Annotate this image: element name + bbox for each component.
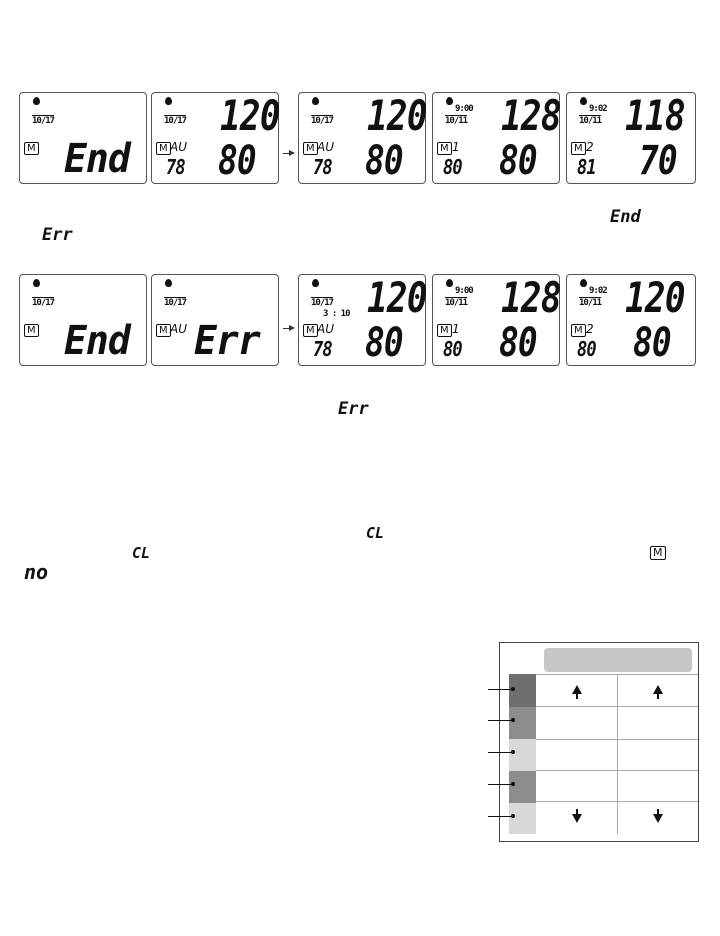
lcd-panel	[298, 92, 426, 184]
end-symbol: End	[610, 207, 641, 227]
lcd-panel	[151, 92, 279, 184]
pulse-readout: 80	[443, 155, 462, 179]
drop-icon	[165, 279, 172, 287]
no-symbol: no	[24, 560, 49, 584]
grade-band	[509, 771, 536, 804]
memory-icon: M	[650, 546, 666, 560]
diastolic-readout: 80	[633, 320, 671, 366]
drop-icon	[312, 97, 319, 105]
systolic-readout: 128	[501, 91, 561, 140]
drop-icon	[33, 279, 40, 287]
end-word: End	[64, 318, 130, 364]
memory-icon: M	[437, 142, 452, 155]
leader-dot	[511, 814, 515, 818]
cl-symbol: CL	[366, 524, 385, 542]
lcd-panel	[566, 92, 696, 184]
memory-label: AU	[170, 140, 187, 154]
table-divider	[617, 674, 618, 834]
arrow-down-icon	[653, 814, 663, 823]
arrow-up-icon	[572, 685, 582, 694]
systolic-readout: 120	[625, 273, 685, 322]
date-readout: 10/11	[445, 298, 468, 308]
memory-icon: M	[303, 142, 318, 155]
memory-icon: M	[571, 324, 586, 337]
leader-dot	[511, 782, 515, 786]
time-readout: 3 : 10	[323, 309, 350, 319]
lcd-panel	[298, 274, 426, 366]
err-symbol: Err	[42, 225, 73, 245]
date-readout: 10/17	[164, 298, 187, 308]
time-readout: 9:02	[589, 286, 607, 296]
memory-label: 2	[586, 322, 594, 336]
err-word: Err	[194, 318, 260, 364]
arrow-up-icon	[657, 694, 659, 699]
lcd-panel	[151, 274, 279, 366]
memory-label: AU	[170, 322, 187, 336]
date-readout: 10/11	[579, 298, 602, 308]
pulse-readout: 78	[313, 337, 332, 361]
grade-band	[509, 803, 536, 834]
pulse-readout: 80	[443, 337, 462, 361]
arrow-up-icon	[653, 685, 663, 694]
grade-band	[509, 707, 536, 740]
memory-icon: M	[156, 142, 171, 155]
drop-icon	[446, 279, 453, 287]
pulse-readout: 81	[577, 155, 596, 179]
grade-band	[509, 739, 536, 772]
date-readout: 10/17	[311, 116, 334, 126]
memory-icon: M	[24, 324, 39, 337]
pulse-readout: 78	[166, 155, 185, 179]
memory-label: AU	[317, 140, 334, 154]
lcd-panel	[566, 274, 696, 366]
memory-label: 1	[452, 140, 460, 154]
date-readout: 10/11	[579, 116, 602, 126]
systolic-readout: 120	[220, 91, 280, 140]
drop-icon	[580, 279, 587, 287]
time-readout: 9:02	[589, 104, 607, 114]
diastolic-readout: 70	[639, 138, 677, 184]
arrow-down-icon	[572, 814, 582, 823]
arrow-icon	[283, 153, 293, 154]
memory-icon: M	[303, 324, 318, 337]
memory-label: 2	[586, 140, 594, 154]
lcd-panel	[19, 274, 147, 366]
systolic-readout: 120	[367, 273, 427, 322]
date-readout: 10/17	[164, 116, 187, 126]
memory-icon: M	[437, 324, 452, 337]
date-readout: 10/17	[311, 298, 334, 308]
diastolic-readout: 80	[499, 138, 537, 184]
drop-icon	[165, 97, 172, 105]
memory-icon: M	[571, 142, 586, 155]
leader-dot	[511, 718, 515, 722]
memory-icon: M	[24, 142, 39, 155]
diastolic-readout: 80	[499, 320, 537, 366]
time-readout: 9:00	[455, 286, 473, 296]
date-readout: 10/17	[32, 116, 55, 126]
systolic-readout: 128	[501, 273, 561, 322]
systolic-readout: 118	[625, 91, 685, 140]
arrow-icon	[283, 328, 293, 329]
drop-icon	[33, 97, 40, 105]
table-header-bar	[544, 648, 692, 672]
arrow-up-icon	[576, 694, 578, 699]
pulse-readout: 80	[577, 337, 596, 361]
memory-label: AU	[317, 322, 334, 336]
diastolic-readout: 80	[365, 320, 403, 366]
diastolic-readout: 80	[365, 138, 403, 184]
memory-label: 1	[452, 322, 460, 336]
cl-symbol: CL	[132, 544, 151, 562]
classification-table	[499, 642, 699, 842]
err-symbol: Err	[338, 399, 369, 419]
lcd-panel	[19, 92, 147, 184]
lcd-panel	[432, 92, 560, 184]
pulse-readout: 78	[313, 155, 332, 179]
date-readout: 10/17	[32, 298, 55, 308]
systolic-readout: 120	[367, 91, 427, 140]
diastolic-readout: 80	[218, 138, 256, 184]
lcd-panel	[432, 274, 560, 366]
drop-icon	[312, 279, 319, 287]
memory-icon: M	[156, 324, 171, 337]
drop-icon	[446, 97, 453, 105]
end-word: End	[64, 136, 130, 182]
time-readout: 9:00	[455, 104, 473, 114]
date-readout: 10/11	[445, 116, 468, 126]
leader-dot	[511, 687, 515, 691]
drop-icon	[580, 97, 587, 105]
leader-dot	[511, 750, 515, 754]
